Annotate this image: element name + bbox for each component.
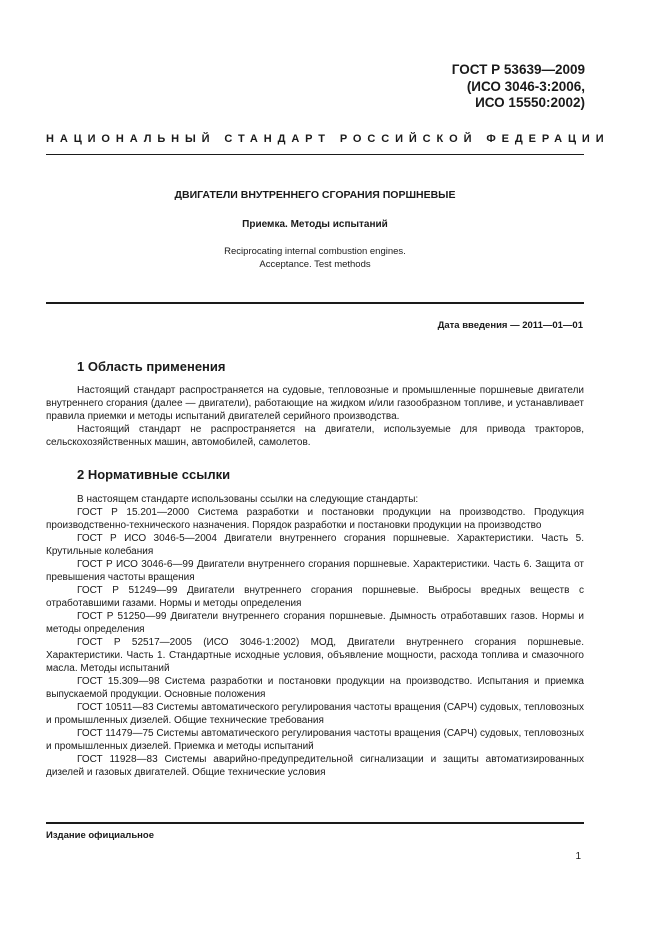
gost-code-line: (ИСО 3046-3:2006,: [466, 78, 585, 94]
gost-code-line: ИСО 15550:2002): [475, 95, 585, 110]
section-heading-scope: 1 Область применения: [77, 359, 226, 374]
reference-item: ГОСТ Р 15.201—2000 Система разработки и постановки продукции на производство. Продукция производственно-технического назначения. Порядок разработки и постановки продукции на производство: [46, 507, 584, 531]
english-title-line: Reciprocating internal combustion engines.: [224, 246, 406, 257]
edition-label: Издание официальное: [46, 830, 154, 841]
footer-divider: [46, 822, 584, 824]
national-standard-title: НАЦИОНАЛЬНЫЙ СТАНДАРТ РОССИЙСКОЙ ФЕДЕРАЦИИ: [46, 133, 610, 145]
reference-item: ГОСТ Р ИСО 3046-5—2004 Двигатели внутреннего сгорания поршневые. Характеристики. Часть 5. Крутильные колебания: [46, 533, 584, 557]
reference-item: ГОСТ 10511—83 Системы автоматического регулирования частоты вращения (САРЧ) судовых, тепловозных и промышленных дизелей. Общие технические требования: [46, 702, 584, 726]
document-subtitle: Приемка. Методы испытаний: [242, 219, 388, 230]
header-divider: [46, 154, 584, 155]
title-divider: [46, 302, 584, 304]
section-heading-references: 2 Нормативные ссылки: [77, 467, 231, 482]
english-title: [46, 245, 584, 271]
page-number: 1: [575, 851, 581, 862]
reference-item: ГОСТ 15.309—98 Система разработки и постановки продукции на производство. Испытания и приемка выпускаемой продукции. Основные положения: [46, 676, 584, 700]
introduction-date: Дата введения — 2011—01—01: [437, 320, 583, 331]
reference-item: ГОСТ 11928—83 Системы аварийно-предупредительной сигнализации и защиты автоматизированных дизелей и газовых двигателей. Общие технические условия: [46, 754, 584, 778]
reference-item: ГОСТ 11479—75 Системы автоматического регулирования частоты вращения (САРЧ) судовых, тепловозных и промышленных дизелей. Приемка и методы испытаний: [46, 728, 584, 752]
paragraph: Настоящий стандарт не распространяется на двигатели, используемые для привода тракторов, сельскохозяйственных машин, автомобилей, самолетов.: [46, 424, 584, 448]
section-body-references: [46, 493, 584, 779]
reference-item: ГОСТ Р ИСО 3046-6—99 Двигатели внутреннего сгорания поршневые. Характеристики. Часть 6. Защита от превышения частоты вращения: [46, 559, 584, 583]
reference-item: ГОСТ Р 52517—2005 (ИСО 3046-1:2002) МОД, Двигатели внутреннего сгорания поршневые. Характеристики. Часть 1. Стандартные исходные условия, объявление мощности, расхода топлива и смазочного масла. Методы испытаний: [46, 637, 584, 674]
document-title: ДВИГАТЕЛИ ВНУТРЕННЕГО СГОРАНИЯ ПОРШНЕВЫЕ: [174, 189, 456, 201]
reference-item: ГОСТ Р 51249—99 Двигатели внутреннего сгорания поршневые. Выбросы вредных веществ с отработавшими газами. Нормы и методы определения: [46, 585, 584, 609]
section-body-scope: [46, 384, 584, 449]
gost-code-line: ГОСТ Р 53639—2009: [451, 62, 585, 77]
english-title-line: Acceptance. Test methods: [259, 259, 371, 270]
gost-code-block: [452, 62, 585, 112]
paragraph: В настоящем стандарте использованы ссылки на следующие стандарты:: [77, 494, 419, 505]
paragraph: Настоящий стандарт распространяется на судовые, тепловозные и промышленные поршневые двигатели внутреннего сгорания (далее — двигатели), работающие на жидком и/или газообразном топливе, и устанавливает правила приемки и методы испытаний двигателей серийного производства.: [46, 385, 584, 422]
reference-item: ГОСТ Р 51250—99 Двигатели внутреннего сгорания поршневые. Дымность отработавших газов. Нормы и методы определения: [46, 611, 584, 635]
